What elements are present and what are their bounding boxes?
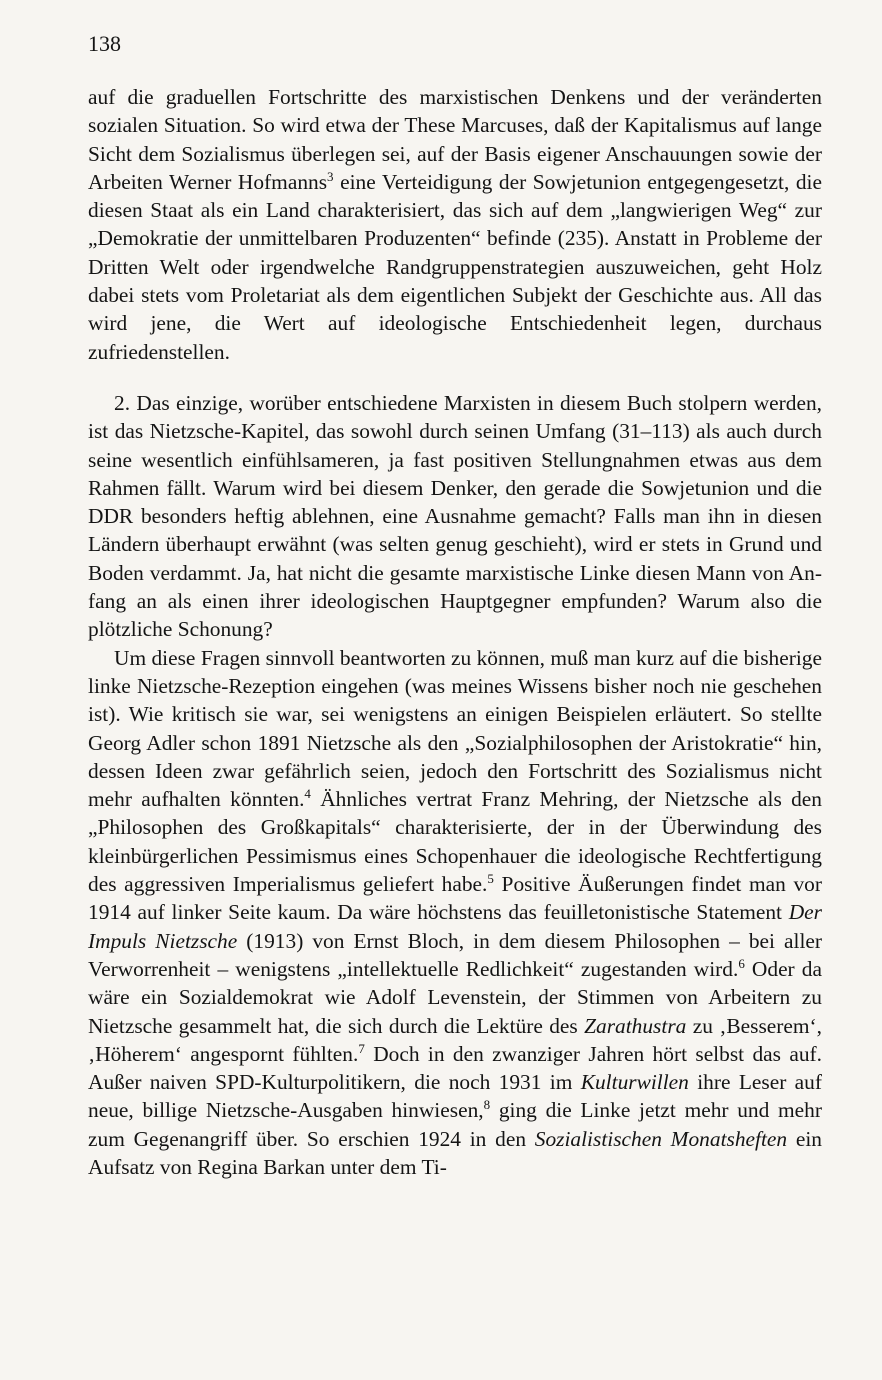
text-run: (1913) von Ernst Bloch, in dem diesem Philosophen – bei aller Verworrenheit – wenigstens „intellektuelle Redlichkeit“ zugestanden wird. bbox=[88, 928, 822, 981]
text-run: Um diese Fragen sinnvoll beantworten zu können, muß man kurz auf die bisherige linke Nietzsche-Rezeption eingehen (was meines Wissens bisher noch nie geschehen ist). Wie kritisch sie war, sei wenigstens an einigen Beispielen erläutert. So stellte Georg Adler schon 1891 Nietzsche als den „Sozialphilosophen der Aristokratie“ hin, dessen Ideen zwar gefährlich seien, jedoch den Fortschritt des Sozialismus nicht mehr aufhalten könnten. bbox=[88, 645, 822, 812]
text-run: auf die graduellen Fortschritte des marxistischen Denkens und der veränderten sozialen Situation. So wird etwa der These Marcuses, daß der Kapitalismus auf lange Sicht dem Sozialismus überlegen sei, auf der Basis eigener Anschauungen sowie der Arbeiten Werner Hofmanns bbox=[88, 85, 822, 194]
text-run: ein Aufsatz von Regina Barkan unter dem Ti- bbox=[88, 1126, 822, 1179]
text-run: Oder da wäre ein Sozialdemokrat wie Adolf Levenstein, der Stimmen von Arbeitern zu Nietzsche gesammelt hat, die sich durch die Lektüre des bbox=[88, 956, 822, 1038]
footnote-marker: 6 bbox=[738, 955, 745, 971]
italic-title: Kulturwillen bbox=[580, 1070, 689, 1095]
italic-title: Zarathustra bbox=[584, 1013, 687, 1038]
text-run: ihre Leser auf neue, billige Nietzsche-Ausgaben hinwiesen, bbox=[88, 1070, 822, 1123]
footnote-marker: 4 bbox=[304, 786, 311, 802]
footnote-marker: 7 bbox=[358, 1040, 365, 1056]
paragraph bbox=[88, 389, 822, 644]
text-run: Positive Äußerungen findet man vor 1914 auf linker Seite kaum. Da wäre höchstens das feuilletonistische Statement bbox=[88, 872, 822, 925]
footnote-marker: 3 bbox=[327, 168, 334, 184]
paragraph bbox=[88, 644, 822, 1182]
text-run: Doch in den zwanziger Jahren hört selbst das auf. Außer naiven SPD-Kulturpolitikern, die noch 1931 im bbox=[88, 1041, 822, 1095]
page-number: 138 bbox=[88, 31, 121, 56]
footnote-marker: 5 bbox=[487, 871, 494, 887]
text-run: zu ‚Besserem‘, ‚Höherem‘ angespornt fühlten. bbox=[88, 1013, 822, 1066]
text-run: 2. Das einzige, worüber entschiedene Marxisten in diesem Buch stolpern werden, ist das Nietzsche-Kapitel, das sowohl durch seinen Umfang (31–113) als auch durch seine wesentlich einfühlsameren, ja fast positiven Stellungnahmen etwas aus dem Rahmen fällt. Warum wird bei diesem Denker, den gerade die Sowjetunion und die DDR besonders heftig ablehnen, eine Ausnahme gemacht? Falls man ihn in diesen Ländern überhaupt erwähnt (was selten genug geschieht), wird er stets in Grund und Boden verdammt. Ja, hat nicht die gesamte marxistische Linke diesen Mann von Anfang an als einen ihrer ideologischen Hauptgegner empfunden? Warum also die plötzliche Schonung? bbox=[88, 390, 822, 642]
footnote-marker: 8 bbox=[483, 1097, 491, 1113]
text-run: ging die Linke jetzt mehr und mehr zum Gegenangriff über. So erschien 1924 in den bbox=[88, 1098, 822, 1151]
italic-title: Der Impuls Nietzsche bbox=[88, 900, 822, 953]
text-run: Ähnliches vertrat Franz Mehring, der Nietzsche als den „Philosophen des Großkapitals“ charakterisierte, der in der Überwindung des kleinbürgerlichen Pessimismus eines Schopenhauer die ideologische Rechtfertigung des aggressiven Imperialismus geliefert habe. bbox=[88, 787, 822, 897]
paragraph bbox=[88, 83, 822, 366]
italic-title: Sozialistischen Monatsheften bbox=[534, 1126, 788, 1151]
text-run: eine Verteidigung der Sowjetunion entgegengesetzt, die diesen Staat als ein Land charakterisiert, das sich auf dem „langwierigen Weg“ zur „Demokratie der unmittelbaren Produzenten“ befinde (235). Anstatt in Probleme der Dritten Welt oder irgendwelche Randgruppenstrategien auszuweichen, geht Holz dabei stets vom Proletariat als dem eigentlichen Subjekt der Geschichte aus. All das wird jene, die Wert auf ideologische Entschiedenheit legen, durchaus zufriedenstellen. bbox=[88, 169, 822, 364]
body-text bbox=[88, 83, 822, 1181]
